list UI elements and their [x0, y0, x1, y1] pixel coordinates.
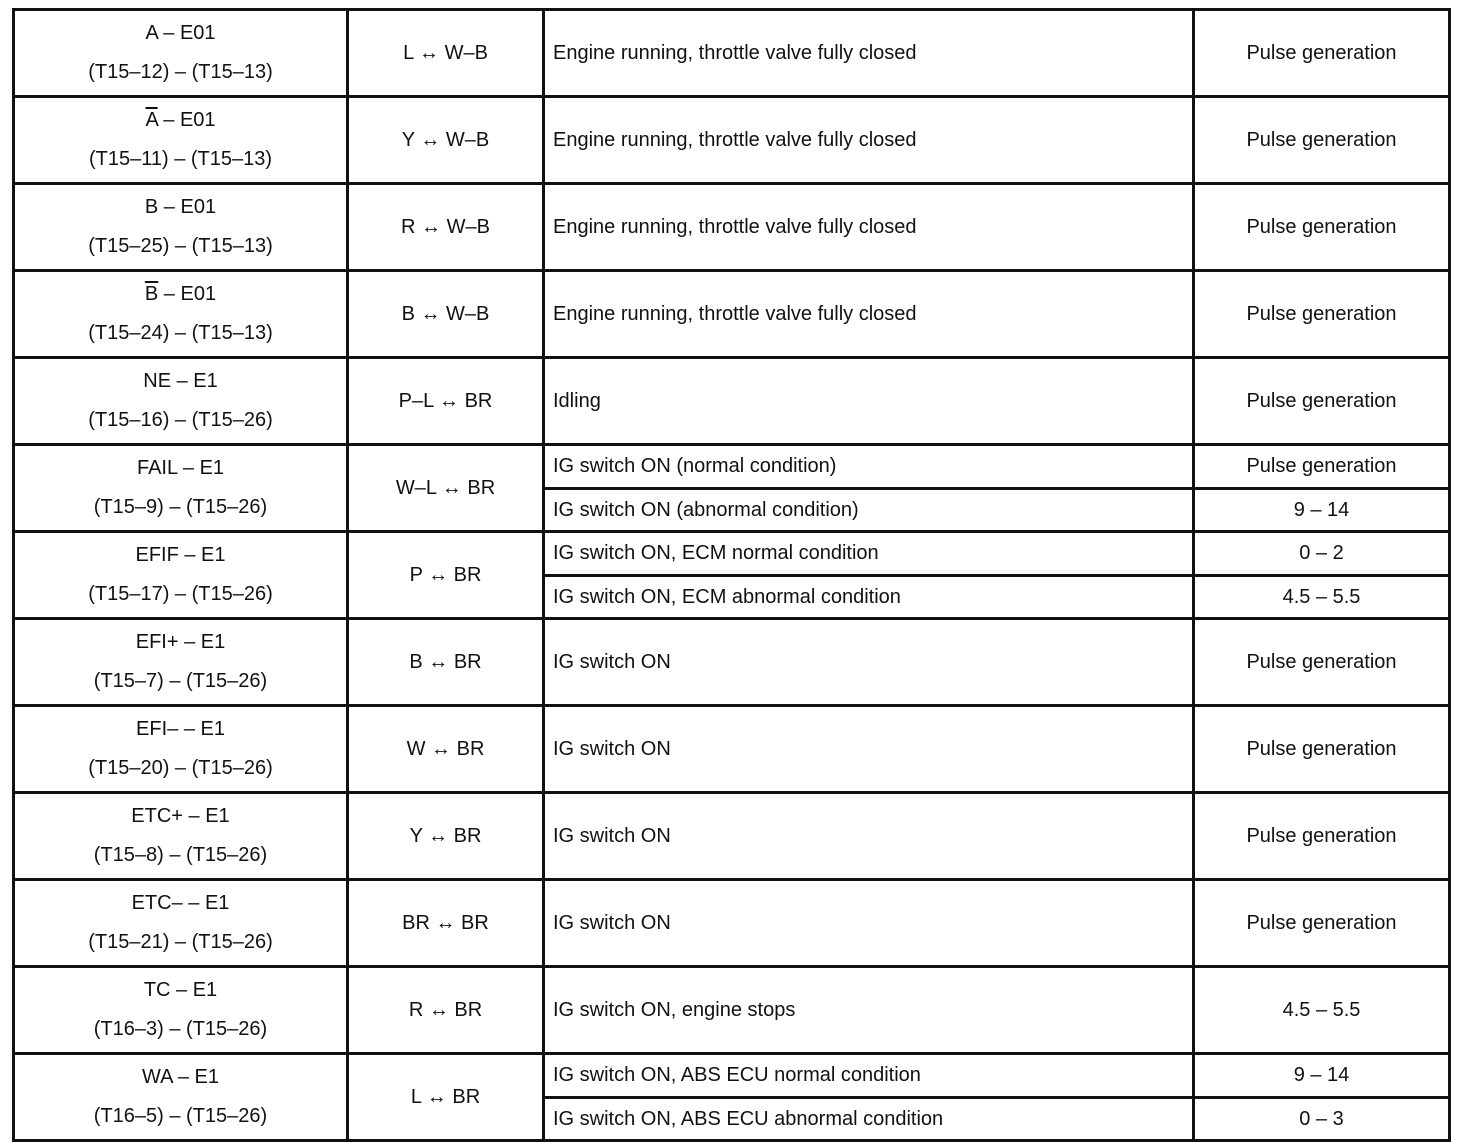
specified-value: Pulse generation	[1194, 10, 1450, 97]
terminal-symbol: ETC+ – E1	[131, 805, 230, 827]
terminal-symbol: WA – E1	[141, 1066, 220, 1088]
terminal-symbol-inverted: $\overline{B}$	[144, 283, 159, 305]
terminal-symbol-inverted: $\overline{A}$	[145, 109, 158, 131]
terminal-pins: (T15–12) – (T15–13)	[88, 61, 273, 83]
terminal-cell	[14, 706, 348, 793]
terminal-cell	[14, 880, 348, 967]
wiring-color: P–L ↔ BR	[348, 358, 544, 445]
condition-text: IG switch ON	[544, 706, 1194, 793]
table-row	[14, 184, 1450, 271]
terminal-cell	[14, 793, 348, 880]
terminal-cell	[14, 184, 348, 271]
specified-value: 4.5 – 5.5	[1194, 575, 1450, 619]
condition-text: Engine running, throttle valve fully closed	[544, 10, 1194, 97]
terminal-pins: (T15–17) – (T15–26)	[88, 583, 273, 605]
terminal-symbol: A – E01	[145, 22, 216, 44]
terminal-cell	[14, 967, 348, 1054]
table-row	[14, 880, 1450, 967]
terminal-pins: (T15–9) – (T15–26)	[93, 496, 268, 518]
terminal-cell	[14, 10, 348, 97]
specified-value: Pulse generation	[1194, 97, 1450, 184]
specified-value: Pulse generation	[1194, 184, 1450, 271]
wiring-color: B ↔ BR	[348, 619, 544, 706]
terminal-voltage-table-sheet	[12, 8, 1448, 1142]
specified-value: 9 – 14	[1194, 488, 1450, 532]
wiring-color: W ↔ BR	[348, 706, 544, 793]
terminal-symbol: EFI– – E1	[136, 718, 225, 740]
wiring-color: R ↔ W–B	[348, 184, 544, 271]
terminal-cell	[14, 619, 348, 706]
wiring-color: W–L ↔ BR	[348, 445, 544, 532]
wiring-color: Y ↔ W–B	[348, 97, 544, 184]
specified-value: Pulse generation	[1194, 793, 1450, 880]
table-row	[14, 271, 1450, 358]
terminal-cell	[14, 445, 348, 532]
terminal-cell	[14, 358, 348, 445]
terminal-symbol: FAIL – E1	[136, 457, 225, 479]
wiring-color: L ↔ W–B	[348, 10, 544, 97]
specified-value: Pulse generation	[1194, 619, 1450, 706]
wiring-color: B ↔ W–B	[348, 271, 544, 358]
wiring-color: Y ↔ BR	[348, 793, 544, 880]
condition-text: Engine running, throttle valve fully closed	[544, 97, 1194, 184]
condition-text: IG switch ON, ABS ECU normal condition	[544, 1054, 1194, 1098]
table-row	[14, 97, 1450, 184]
condition-text: Idling	[544, 358, 1194, 445]
terminal-pins: (T16–3) – (T15–26)	[93, 1018, 268, 1040]
condition-text: IG switch ON (abnormal condition)	[544, 488, 1194, 532]
terminal-cell	[14, 97, 348, 184]
terminal-symbol	[15, 272, 346, 314]
terminal-pins: (T15–20) – (T15–26)	[88, 757, 273, 779]
terminal-symbol: EFI+ – E1	[135, 631, 226, 653]
terminal-voltage-table	[12, 8, 1451, 1142]
terminal-symbol-ground: – E01	[157, 109, 216, 131]
terminal-cell	[14, 271, 348, 358]
terminal-symbol-ground: – E01	[158, 283, 217, 305]
terminal-symbol: ETC– – E1	[131, 892, 230, 914]
wiring-color: BR ↔ BR	[348, 880, 544, 967]
condition-text: IG switch ON, ECM abnormal condition	[544, 575, 1194, 619]
terminal-pins: (T16–5) – (T15–26)	[93, 1105, 268, 1127]
table-row	[14, 967, 1450, 1054]
table-body	[14, 10, 1450, 1141]
specified-value: Pulse generation	[1194, 271, 1450, 358]
specified-value: Pulse generation	[1194, 358, 1450, 445]
condition-text: IG switch ON	[544, 880, 1194, 967]
terminal-symbol: TC – E1	[143, 979, 218, 1001]
condition-text: IG switch ON, ECM normal condition	[544, 532, 1194, 576]
terminal-pins: (T15–24) – (T15–13)	[88, 322, 273, 344]
table-row	[14, 1054, 1450, 1098]
condition-text: IG switch ON, engine stops	[544, 967, 1194, 1054]
specified-value: Pulse generation	[1194, 445, 1450, 489]
table-row	[14, 793, 1450, 880]
terminal-symbol: B – E01	[144, 196, 217, 218]
terminal-symbol	[15, 98, 346, 140]
specified-value: 0 – 2	[1194, 532, 1450, 576]
wiring-color: R ↔ BR	[348, 967, 544, 1054]
terminal-cell	[14, 532, 348, 619]
condition-text: Engine running, throttle valve fully closed	[544, 271, 1194, 358]
terminal-pins: (T15–21) – (T15–26)	[88, 931, 273, 953]
terminal-symbol: NE – E1	[143, 370, 218, 392]
terminal-pins: (T15–11) – (T15–13)	[88, 148, 273, 170]
terminal-pins: (T15–25) – (T15–13)	[88, 235, 273, 257]
wiring-color: P ↔ BR	[348, 532, 544, 619]
table-row	[14, 358, 1450, 445]
table-row	[14, 706, 1450, 793]
terminal-cell	[14, 1054, 348, 1141]
terminal-pins: (T15–8) – (T15–26)	[93, 844, 268, 866]
condition-text: IG switch ON	[544, 619, 1194, 706]
specified-value: 4.5 – 5.5	[1194, 967, 1450, 1054]
table-row	[14, 619, 1450, 706]
condition-text: Engine running, throttle valve fully closed	[544, 184, 1194, 271]
terminal-pins: (T15–16) – (T15–26)	[88, 409, 273, 431]
condition-text: IG switch ON	[544, 793, 1194, 880]
table-row	[14, 10, 1450, 97]
specified-value: Pulse generation	[1194, 880, 1450, 967]
terminal-symbol: EFIF – E1	[135, 544, 226, 566]
condition-text: IG switch ON (normal condition)	[544, 445, 1194, 489]
specified-value: 9 – 14	[1194, 1054, 1450, 1098]
wiring-color: L ↔ BR	[348, 1054, 544, 1141]
terminal-pins: (T15–7) – (T15–26)	[93, 670, 268, 692]
condition-text: IG switch ON, ABS ECU abnormal condition	[544, 1097, 1194, 1141]
table-row	[14, 532, 1450, 576]
specified-value: 0 – 3	[1194, 1097, 1450, 1141]
specified-value: Pulse generation	[1194, 706, 1450, 793]
table-row	[14, 445, 1450, 489]
